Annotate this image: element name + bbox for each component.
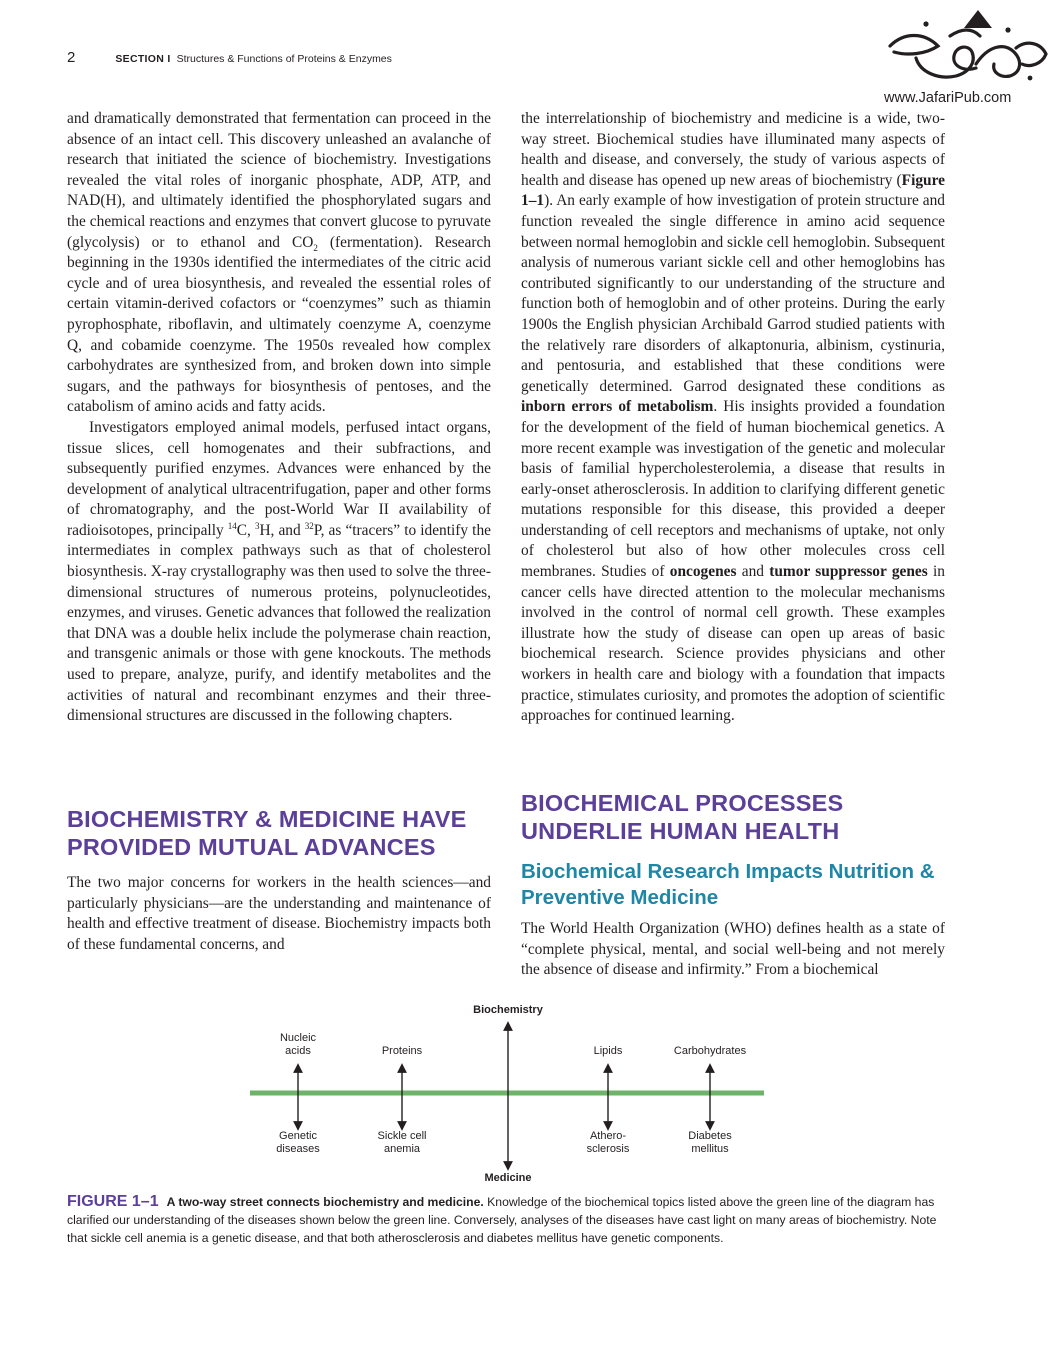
left-column [67,109,491,727]
right-paragraph-2: The World Health Organization (WHO) defines health as a state of “complete physical, mental, and social well-being and not merely the absence of disease and infirmity.” From a biochemical [521,920,945,979]
term-inborn-errors: inborn errors of metabolism [521,398,714,416]
publisher-url: www.JafariPub.com [884,90,1012,106]
page-number: 2 [67,49,76,66]
label-sickle-cell-anemia: Sickle cell anemia [377,1130,427,1155]
right-paragraph-1: the interrelationship of biochemistry and medicine is a wide, two-way street. Biochemical studies have illuminated many aspects of health and disease, and conversely, the study of various aspects of health and disease has opened up new areas of biochemistry (Figure 1–1). An early example of how investigation of protein structure and function revealed the single difference in amino acid sequence between normal hemoglobin and sickle cell hemoglobin. Subsequent analysis of numerous variant sickle cell and other hemoglobins has contributed significantly to our understanding of the structure and function both of hemoglobin and of other proteins. During the early 1900s the English physician Archibald Garrod studied patients with the relatively rare disorders of alkaptonuria, albinism, cystinuria, and pentosuria, and established that these conditions were genetically determined. Garrod designated these conditions as inborn errors of metabolism. His insights provided a foundation for the development of the field of human biochemical genetics. A more recent example was investigation of the genetic and molecular basis of familial hypercholesterolemia, a disease that results in early-onset atherosclerosis. In addition to clarifying different genetic mutations responsible for this disease, this provided a deeper understanding of cell receptors and mechanisms of uptake, not only of cholesterol but also of how other molecules cross cell membranes. Studies of oncogenes and tumor suppressor genes in cancer cells have directed attention to the molecular mechanisms involved in the control of normal cell growth. These examples illustrate how the study of disease can open up areas of basic biochemical research. Science provides physicians and other workers in health care and biology with a foundation that impacts practice, stimulates curiosity, and promotes the adoption of scientific approaches for continued learning. [521,110,946,725]
label-medicine: Medicine [484,1172,532,1184]
left-paragraph-3: The two major concerns for workers in the health sciences—and particularly physicians—are the understanding and maintenance of health and effective treatment of disease. Biochemistry impacts both of these fundamental concerns, and [67,874,491,953]
running-head [67,49,392,66]
section-label: SECTION I [115,53,171,65]
figure-number: FIGURE 1–1 [67,1193,159,1210]
figure-caption-title: A two-way street connects biochemistry and medicine. [166,1195,484,1209]
label-diabetes-mellitus: Diabetes mellitus [688,1130,732,1155]
left-section [67,805,491,955]
section-heading-mutual-advances: BIOCHEMISTRY & MEDICINE HAVE PROVIDED MUTUAL ADVANCES [67,806,467,860]
right-section [521,789,945,981]
publisher-logo [880,6,1050,110]
figure-caption [67,1193,947,1247]
label-nucleic-acids: Nucleic acids [279,1032,317,1057]
calligraphy-logo-icon [880,6,1050,90]
section-heading-human-health: BIOCHEMICAL PROCESSES UNDERLIE HUMAN HEALTH [521,790,844,844]
left-paragraph-1: and dramatically demonstrated that fermentation can proceed in the absence of an intact cell. This discovery unleashed an avalanche of research that initiated the science of biochemistry. Investigations revealed the vital roles of inorganic phosphate, ADP, ATP, and NAD(H), and ultimately identified the phosphorylated sugars and the chemical reactions and enzymes that convert glucose to pyruvate (glycolysis) or to ethanol and $CO_2$ (fermentation). Research beginning in the 1930s identified the intermediates of the citric acid cycle and of urea biosynthesis, and revealed the essential roles of certain vitamin-derived cofactors or “coenzymes” such as thiamin pyrophosphate, riboflavin, and ultimately coenzyme A, coenzyme Q, and cobamide coenzyme. The 1950s revealed how complex carbohydrates are synthesized from, and broken down into simple sugars, and the pathways for biosynthesis of pentoses, and the catabolism of amino acids and fatty acids. [67,110,492,416]
right-column [521,109,945,727]
label-lipids: Lipids [593,1045,623,1057]
term-tumor-suppressor: tumor suppressor genes [769,563,928,581]
figure-two-way-street [246,1000,786,1190]
label-biochemistry: Biochemistry [473,1004,543,1016]
term-oncogenes: oncogenes [669,563,737,581]
figure-caption-text: Knowledge of the biochemical topics listed above the green line of the diagram has clarified our understanding of the diseases shown below the green line. Conversely, analyses of the diseases have cast light on many areas of biochemistry. Note that sickle cell anemia is a genetic disease, and that both atherosclerosis and diabetes mellitus have genetic components. [67,1195,937,1245]
subheading-nutrition: Biochemical Research Impacts Nutrition & Preventive Medicine [521,860,935,909]
label-proteins: Proteins [381,1045,423,1057]
label-carbohydrates: Carbohydrates [673,1045,747,1057]
figure-reference: Figure 1–1 [521,171,945,210]
left-paragraph-2: Investigators employed animal models, perfused intact organs, tissue slices, cell homogenates and their subfractions, and subsequently purified enzymes. Advances were enhanced by the development of analytical ultracentrifugation, paper and other forms of chromatography, and the post-World War II availability of radioisotopes, principally $^{14}$C, $^3$H, and $^{32}$P, as “tracers” to identify the intermediates in complex pathways such as that of cholesterol biosynthesis. X-ray crystallography was then used to solve the three-dimensional structures of numerous proteins, polynucleotides, enzymes, and viruses. Genetic advances that followed the realization that DNA was a double helix include the polymerase chain reaction, and transgenic animals or those with gene knockouts. The methods used to prepare, analyze, purify, and identify metabolites and the activities of natural and recombinant enzymes and their three-dimensional structures are discussed in the following chapters. [67,418,491,725]
label-atherosclerosis: Athero- sclerosis [586,1130,630,1155]
figure-diagram [246,1000,786,1190]
section-title: Structures & Functions of Proteins & Enzymes [176,53,392,65]
label-genetic-diseases: Genetic diseases [276,1130,320,1155]
